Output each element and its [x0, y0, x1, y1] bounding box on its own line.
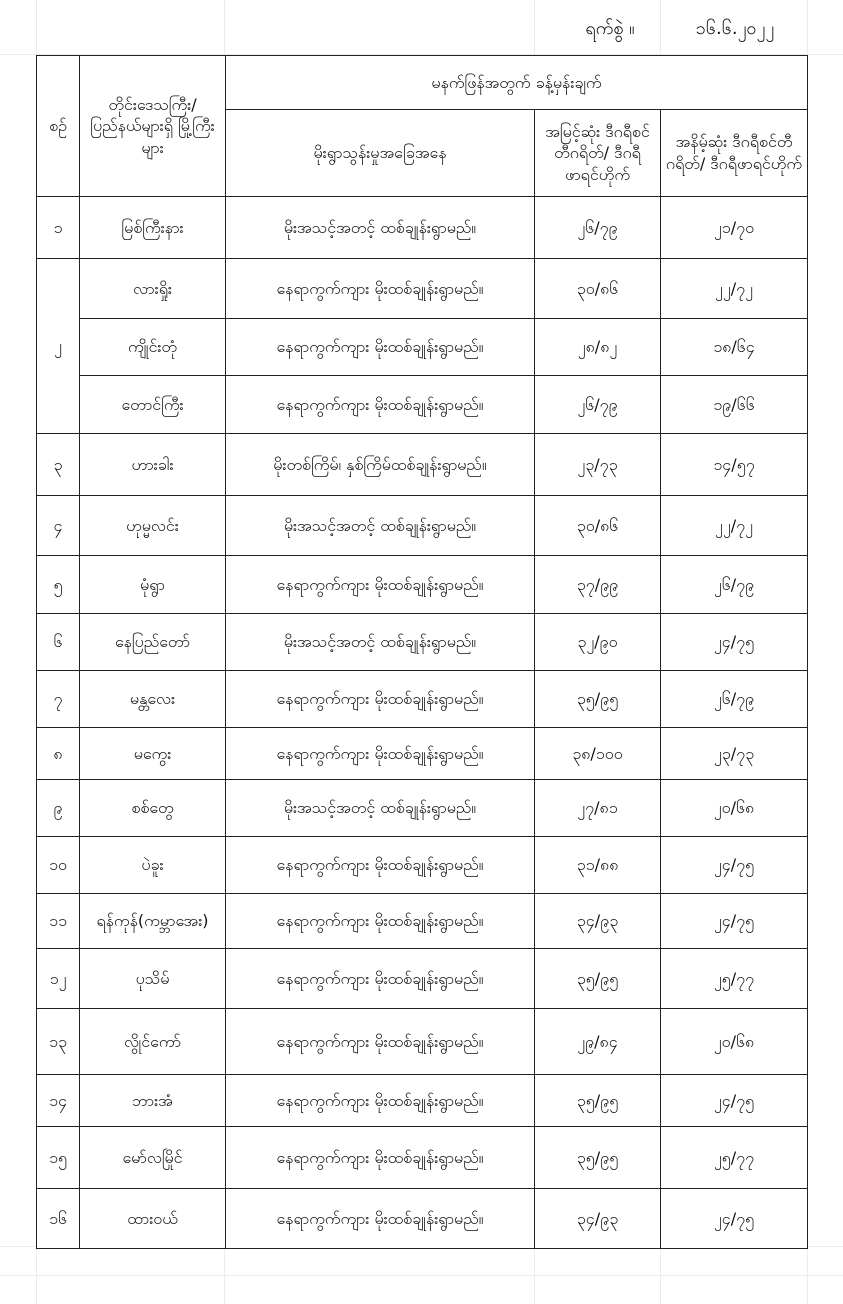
date-value: ၁၆.၆.၂၀၂၂ [695, 18, 775, 39]
cell-condition: နေရာကွက်ကျား မိုးထစ်ချုန်းရွာမည်။ [226, 949, 535, 1009]
table-row [37, 434, 808, 496]
cell-city: ပဲခူး [80, 837, 226, 894]
cell-city: နေပြည်တော် [80, 614, 226, 671]
table-row [37, 556, 808, 614]
table-row [37, 894, 808, 949]
cell-no: ၁၆ [37, 1189, 80, 1249]
cell-min: ၁၄/၅၇ [661, 434, 808, 496]
cell-condition: နေရာကွက်ကျား မိုးထစ်ချုန်းရွာမည်။ [226, 837, 535, 894]
cell-no: ၁၅ [37, 1127, 80, 1189]
cell-min: ၂၆/၇၉ [661, 671, 808, 728]
cell-max: ၃၄/၉၃ [535, 894, 661, 949]
cell-min: ၂၁/၇၀ [661, 197, 808, 259]
cell-max: ၃၄/၉၃ [535, 1189, 661, 1249]
cell-condition: နေရာကွက်ကျား မိုးထစ်ချုန်းရွာမည်။ [226, 376, 535, 434]
cell-min: ၂၄/၇၅ [661, 837, 808, 894]
table-row [37, 949, 808, 1009]
cell-condition: နေရာကွက်ကျား မိုးထစ်ချုန်းရွာမည်။ [226, 319, 535, 376]
cell-no: ၁၄ [37, 1075, 80, 1127]
table-row [37, 1009, 808, 1075]
table-row [37, 1127, 808, 1189]
table-row [37, 671, 808, 728]
cell-city: မန္တလေး [80, 671, 226, 728]
cell-no: ၈ [37, 728, 80, 780]
column-header-condition: မိုးရွာသွန်းမှုအခြေအနေ [226, 110, 535, 197]
cell-no: ၉ [37, 780, 80, 837]
cell-condition: နေရာကွက်ကျား မိုးထစ်ချုန်းရွာမည်။ [226, 259, 535, 319]
cell-max: ၃၈/၁၀၀ [535, 728, 661, 780]
cell-max: ၃၁/၈၈ [535, 837, 661, 894]
date-label: ရက်စွဲ ။ [585, 18, 635, 39]
cell-min: ၂၂/၇၂ [661, 259, 808, 319]
cell-city: မြစ်ကြီးနား [80, 197, 226, 259]
cell-no: ၁၀ [37, 837, 80, 894]
cell-no: ၇ [37, 671, 80, 728]
cell-max: ၃၂/၉၀ [535, 614, 661, 671]
cell-condition: နေရာကွက်ကျား မိုးထစ်ချုန်းရွာမည်။ [226, 1075, 535, 1127]
cell-min: ၂၄/၇၅ [661, 614, 808, 671]
cell-min: ၂၄/၇၅ [661, 1189, 808, 1249]
cell-min: ၂၅/၇၇ [661, 1127, 808, 1189]
cell-max: ၃၇/၉၉ [535, 556, 661, 614]
table-row [37, 319, 808, 376]
cell-city: ဘားအံ [80, 1075, 226, 1127]
cell-city: ထားဝယ် [80, 1189, 226, 1249]
cell-city: ဟားခါး [80, 434, 226, 496]
cell-max: ၃၀/၈၆ [535, 259, 661, 319]
cell-max: ၃၅/၉၅ [535, 671, 661, 728]
grid-line [0, 1275, 843, 1276]
header-row [37, 56, 808, 110]
cell-city: လွိုင်ကော် [80, 1009, 226, 1075]
forecast-table [36, 55, 808, 1249]
table-row [37, 1075, 808, 1127]
cell-max: ၂၈/၈၂ [535, 319, 661, 376]
cell-max: ၂၆/၇၉ [535, 376, 661, 434]
cell-condition: နေရာကွက်ကျား မိုးထစ်ချုန်းရွာမည်။ [226, 1009, 535, 1075]
cell-no: ၁၂ [37, 949, 80, 1009]
cell-city: ကျိုင်းတုံ [80, 319, 226, 376]
table-row [37, 259, 808, 319]
cell-city: စစ်တွေ [80, 780, 226, 837]
cell-city: လားရှိုး [80, 259, 226, 319]
cell-min: ၁၉/၆၆ [661, 376, 808, 434]
cell-max: ၃၀/၈၆ [535, 496, 661, 556]
cell-no: ၆ [37, 614, 80, 671]
cell-city: မကွေး [80, 728, 226, 780]
cell-condition: နေရာကွက်ကျား မိုးထစ်ချုန်းရွာမည်။ [226, 1189, 535, 1249]
table-row [37, 1189, 808, 1249]
cell-condition: နေရာကွက်ကျား မိုးထစ်ချုန်းရွာမည်။ [226, 894, 535, 949]
column-header-city: တိုင်းဒေသကြီး/ ပြည်နယ်များရှိ မြို့ကြီးများ [80, 56, 226, 197]
cell-condition: မိုးအသင့်အတင့် ထစ်ချုန်းရွာမည်။ [226, 197, 535, 259]
table-row [37, 197, 808, 259]
cell-condition: နေရာကွက်ကျား မိုးထစ်ချုန်းရွာမည်။ [226, 671, 535, 728]
cell-condition: နေရာကွက်ကျား မိုးထစ်ချုန်းရွာမည်။ [226, 556, 535, 614]
cell-max: ၂၉/၈၄ [535, 1009, 661, 1075]
cell-max: ၂၃/၇၃ [535, 434, 661, 496]
cell-min: ၂၆/၇၉ [661, 556, 808, 614]
cell-city: မော်လမြိုင် [80, 1127, 226, 1189]
cell-no: ၄ [37, 496, 80, 556]
cell-condition: မိုးအသင့်အတင့် ထစ်ချုန်းရွာမည်။ [226, 614, 535, 671]
cell-max: ၂၇/၈၁ [535, 780, 661, 837]
cell-no: ၁၃ [37, 1009, 80, 1075]
table-row [37, 728, 808, 780]
cell-condition: နေရာကွက်ကျား မိုးထစ်ချုန်းရွာမည်။ [226, 1127, 535, 1189]
cell-city: ရန်ကုန်(ကမ္ဘာအေး) [80, 894, 226, 949]
date-header [0, 8, 843, 48]
table-row [37, 376, 808, 434]
cell-city: ဟုမ္မလင်း [80, 496, 226, 556]
cell-min: ၂၂/၇၂ [661, 496, 808, 556]
cell-city: မုံရွာ [80, 556, 226, 614]
cell-min: ၁၈/၆၄ [661, 319, 808, 376]
cell-city: ပုသိမ် [80, 949, 226, 1009]
cell-condition: နေရာကွက်ကျား မိုးထစ်ချုန်းရွာမည်။ [226, 728, 535, 780]
cell-city: တောင်ကြီး [80, 376, 226, 434]
cell-min: ၂၀/၆၈ [661, 1009, 808, 1075]
cell-max: ၃၅/၉၅ [535, 949, 661, 1009]
column-header-min: အနိမ့်ဆုံး ဒီဂရီစင်တီဂရိတ်/ ဒီဂရီဖာရင်ဟိုက် [661, 110, 808, 197]
group-header-forecast: မနက်ဖြန်အတွက် ခန့်မှန်းချက် [226, 56, 808, 110]
cell-no: ၂ [37, 259, 80, 434]
column-header-no: စဉ် [37, 56, 80, 197]
cell-condition: မိုးတစ်ကြိမ်၊ နှစ်ကြိမ်ထစ်ချုန်းရွာမည်။ [226, 434, 535, 496]
table-row [37, 780, 808, 837]
cell-max: ၃၅/၉၅ [535, 1127, 661, 1189]
cell-max: ၃၅/၉၅ [535, 1075, 661, 1127]
cell-no: ၁ [37, 197, 80, 259]
cell-min: ၂၄/၇၅ [661, 1075, 808, 1127]
cell-condition: မိုးအသင့်အတင့် ထစ်ချုန်းရွာမည်။ [226, 780, 535, 837]
cell-no: ၃ [37, 434, 80, 496]
cell-no: ၁၁ [37, 894, 80, 949]
cell-min: ၂၃/၇၃ [661, 728, 808, 780]
cell-no: ၅ [37, 556, 80, 614]
table-row [37, 496, 808, 556]
table-row [37, 614, 808, 671]
column-header-max: အမြင့်ဆုံး ဒီဂရီစင်တီဂရိတ်/ ဒီဂရီဖာရင်ဟိုက် [535, 110, 661, 197]
table-row [37, 837, 808, 894]
cell-min: ၂၄/၇၅ [661, 894, 808, 949]
cell-max: ၂၆/၇၉ [535, 197, 661, 259]
cell-condition: မိုးအသင့်အတင့် ထစ်ချုန်းရွာမည်။ [226, 496, 535, 556]
cell-min: ၂၅/၇၇ [661, 949, 808, 1009]
cell-min: ၂၀/၆၈ [661, 780, 808, 837]
